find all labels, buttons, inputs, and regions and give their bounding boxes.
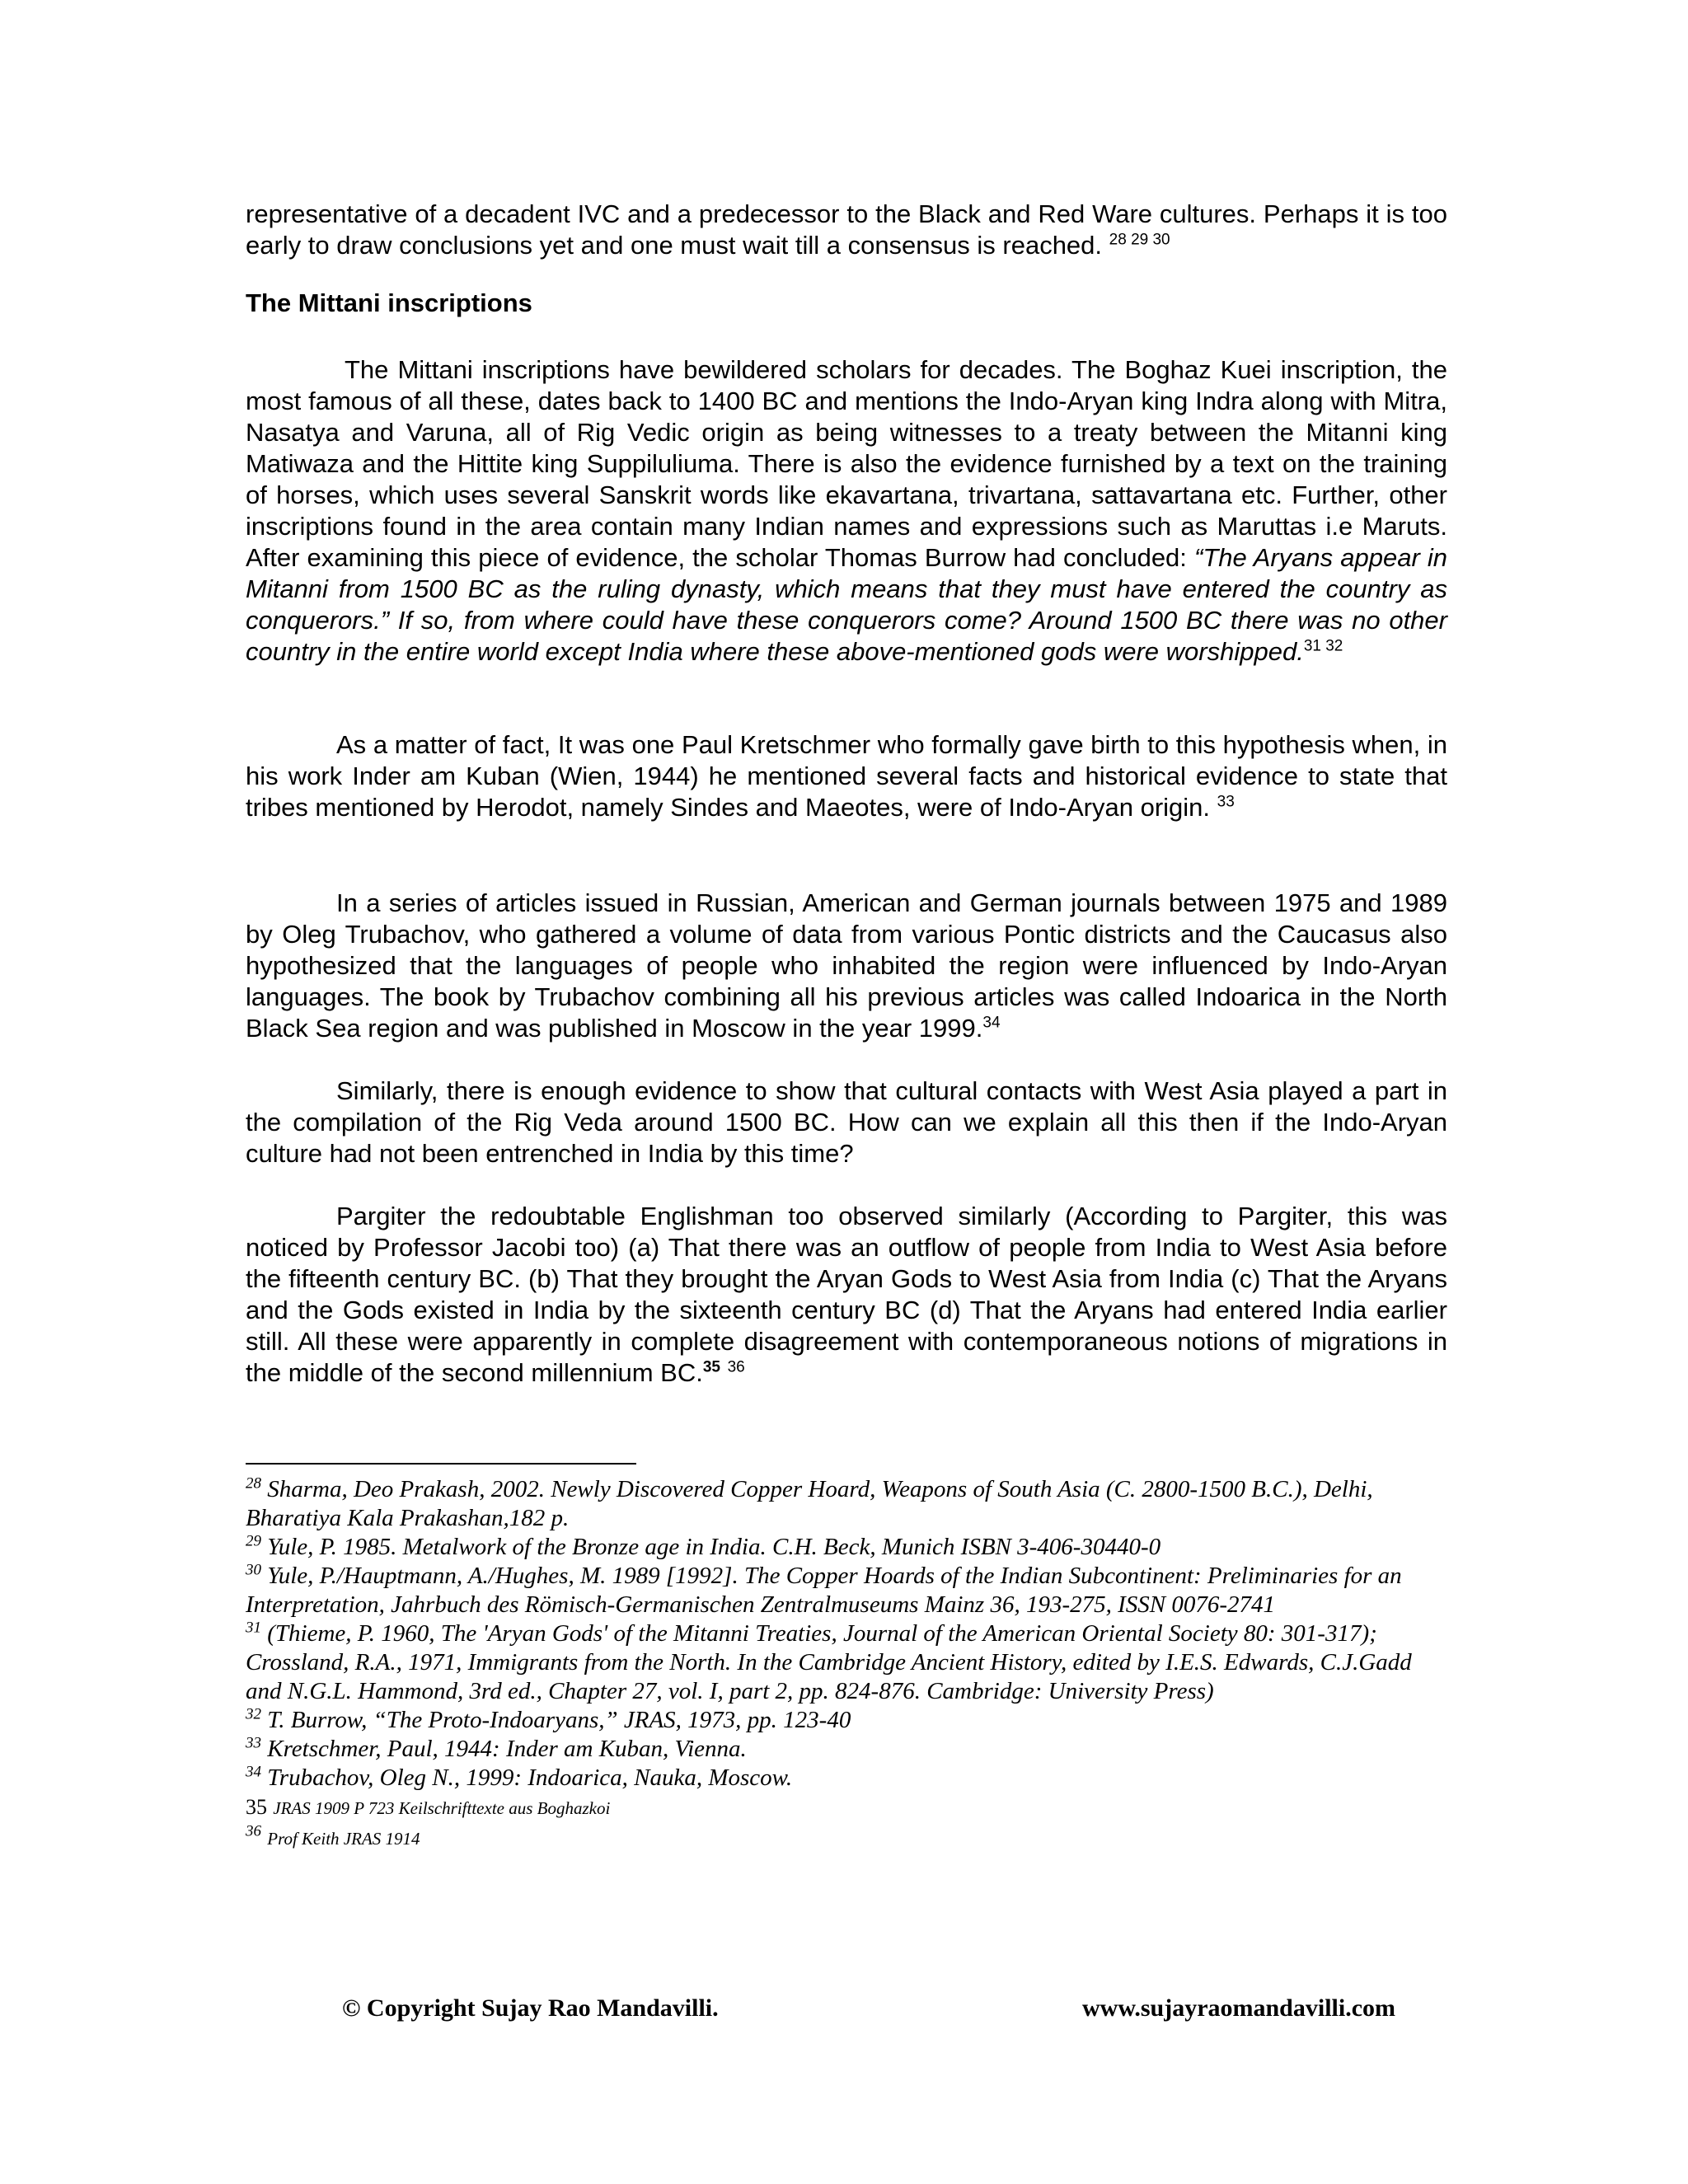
footnote-ref-36[interactable]: 36 — [727, 1358, 745, 1376]
footnote-36: $^{36}$ Prof Keith JRAS 1914 — [246, 1822, 420, 1849]
section-heading: The Mittani inscriptions — [246, 288, 532, 317]
paragraph-kretschmer: As a matter of fact, It was one Paul Kretschmer who formally gave birth to this hypothesis when, in his work Inder am Kuban (Wien, 1944) he mentioned several facts and historical evidence to state that tribes mentioned by Herodot, namely Sindes and Maeotes, were of Indo-Aryan origin. $^{33}$ — [246, 730, 1447, 822]
footer-website-link[interactable]: www.sujayraomandavilli.com — [1082, 1994, 1396, 2022]
footnote-28: $^{28}$ Sharma, Deo Prakash, 2002. Newly Discovered Copper Hoard, Weapons of South Asia (C. 2800-1500 B.C.), Delhi, Bharatiya Kala Prakashan,182 p. — [246, 1474, 1373, 1531]
footnote-separator — [246, 1463, 636, 1465]
footnote-31: $^{31}$ (Thieme, P. 1960, The 'Aryan Gods' of the Mitanni Treaties, Journal of the American Oriental Society 80: 301-317); Crossland, R.A., 1971, Immigrants from the North. In the Cambridge Ancient History, edited by I.E.S. Edwards, C.J.Gadd and N.G.L. Hammond, 3rd ed., Chapter 27, vol. I, part 2, pp. 824-876. Cambridge: University Press) — [246, 1619, 1412, 1704]
paragraph-west-asia: Similarly, there is enough evidence to show that cultural contacts with West Asia played a part in the compilation of the Rig Veda around 1500 BC. How can we explain all this then if the Indo-Aryan culture had not been entrenched in India by this time? — [246, 1076, 1447, 1168]
paragraph-pargiter: Pargiter the redoubtable Englishman too observed similarly (According to Pargiter, this was noticed by Professor Jacobi too) (a) That there was an outflow of people from India to West Asia before the fifteenth century BC. (b) That they brought the Aryan Gods to West Asia from India (c) That the Aryans and the Gods existed in India by the sixteenth century BC (d) That the Aryans had entered India earlier still. All these were apparently in complete disagreement with contemporaneous notions of migrations in the middle of the second millennium BC.$^{35}$ $^{36}$ — [246, 1202, 1447, 1387]
paragraph-trubachov: In a series of articles issued in Russian, American and German journals between 1975 and 1989 by Oleg Trubachov, who gathered a volume of data from various Pontic districts and the Caucasus also hypothesized that the languages of people who inhabited the region were influenced by Indo-Aryan languages. The book by Trubachov combining all his previous articles was called Indoarica in the North Black Sea region and was published in Moscow in the year 1999.34 — [246, 888, 1447, 1043]
footnote-30: $^{30}$ Yule, P./Hauptmann, A./Hughes, M. 1989 [1992]. The Copper Hoards of the Indian Subcontinent: Preliminaries for an Interpretation, Jahrbuch des Römisch-Germanischen Zentralmuseums Mainz 36, 193-275, ISSN 0076-2741 — [246, 1561, 1402, 1618]
intro-paragraph: representative of a decadent IVC and a predecessor to the Black and Red Ware cultures. Perhaps it is too early to draw conclusions yet and one must wait till a consensus is reached. $^{28 29 30}$ — [246, 199, 1447, 260]
paragraph-mittani: The Mittani inscriptions have bewildered scholars for decades. The Boghaz Kuei inscription, the most famous of all these, dates back to 1400 BC and mentions the Indo-Aryan king Indra along with Mitra, Nasatya and Varuna, all of Rig Vedic origin as being witnesses to a treaty between the Mitanni king Matiwaza and the Hittite king Suppiluliuma. There is also the evidence furnished by a text on the training of horses, which uses several Sanskrit words like ekavartana, trivartana, sattavartana etc. Further, other inscriptions found in the area contain many Indian names and expressions such as Maruttas i.e Maruts. After examining this piece of evidence, the scholar Thomas Burrow had concluded: “The Aryans appear in Mitanni from 1500 BC as the ruling dynasty, which means that they must have entered the country as conquerors.” If so, from where could have these conquerors come? Around 1500 BC there was no other country in the entire world except India where these above-mentioned gods were worshipped.$^{31 32}$ — [246, 355, 1447, 666]
footnote-refs-31-32[interactable]: 31 32 — [1303, 637, 1343, 655]
footnote-ref-33[interactable]: 33 — [1217, 793, 1235, 811]
burrow-quote: “The Aryans appear in Mitanni from 1500 BC as the ruling dynasty, which means that they must have entered the country as conquerors.” If so, from where could have these conquerors come? Around 1500 BC there was no other country in the entire world except India where these above-mentioned gods were worshipped. — [246, 543, 1447, 666]
footnote-32: $^{32}$ T. Burrow, “The Proto-Indoaryans,” JRAS, 1973, pp. 123-40 — [246, 1705, 851, 1733]
footnote-34: $^{34}$ Trubachov, Oleg N., 1999: Indoarica, Nauka, Moscow. — [246, 1763, 793, 1791]
footnotes — [246, 1475, 1447, 1854]
footnote-29: $^{29}$ Yule, P. 1985. Metalwork of the Bronze age in India. C.H. Beck, Munich ISBN 3-406-30440-0 — [246, 1532, 1161, 1560]
footer-copyright: © Copyright Sujay Rao Mandavilli. — [342, 1994, 719, 2022]
footnote-ref-34[interactable]: 34 — [982, 1014, 1001, 1032]
footnote-33: $^{33}$ Kretschmer, Paul, 1944: Inder am Kuban, Vienna. — [246, 1734, 747, 1762]
footnote-35: 35 JRAS 1909 P 723 Keilschrifttexte aus Boghazkoi — [246, 1795, 611, 1819]
footnote-refs-28-30[interactable]: 28 29 30 — [1109, 231, 1170, 249]
footnote-ref-35[interactable]: 35 — [702, 1358, 720, 1376]
